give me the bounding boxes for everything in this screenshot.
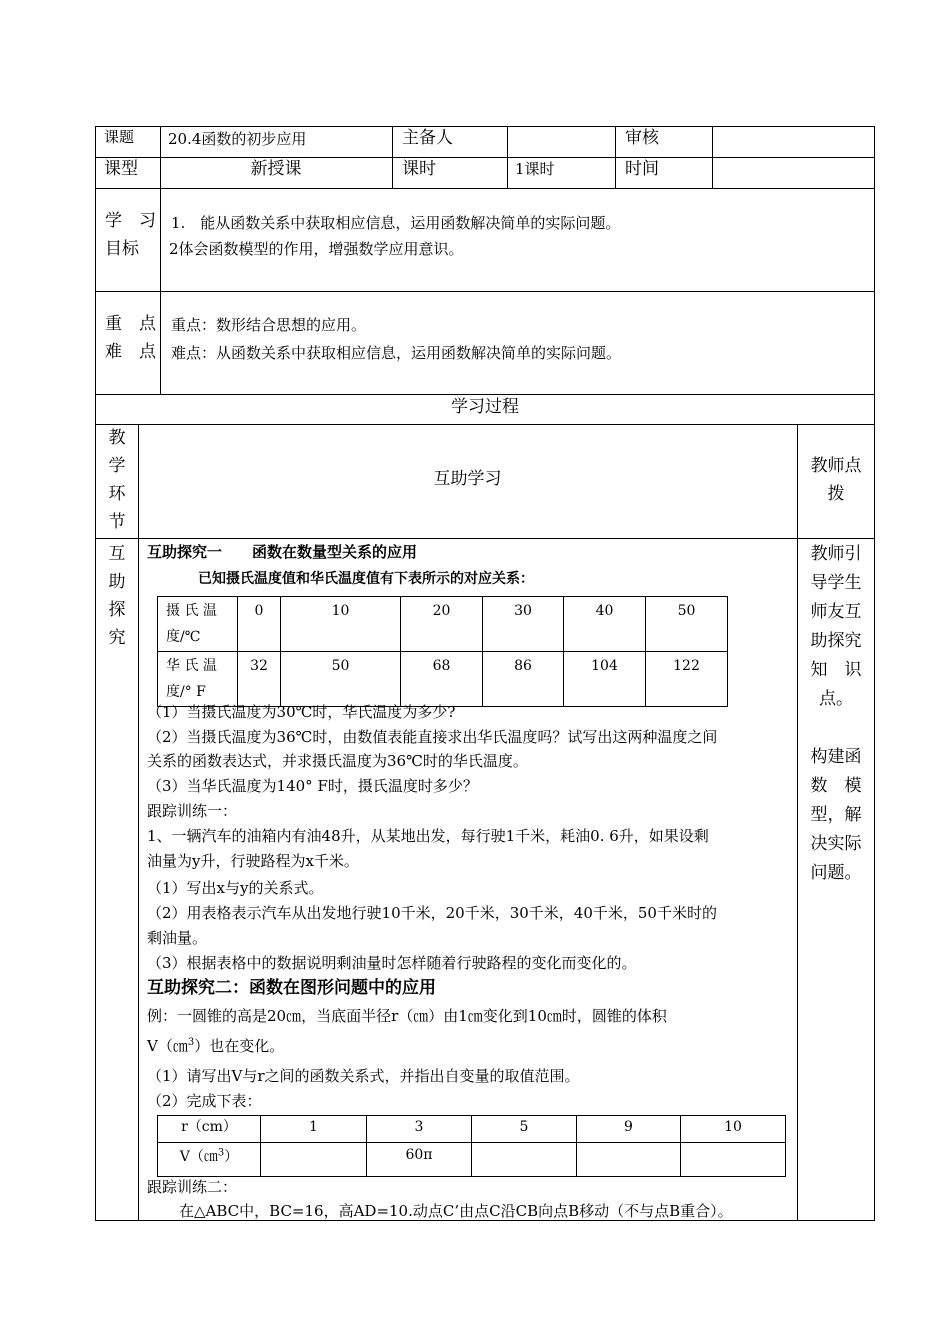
col-divider: [615, 126, 616, 188]
table-border-top: [95, 126, 875, 127]
stage-head-char: 学: [108, 456, 126, 476]
table-cell: 60π: [367, 1143, 472, 1177]
table-row: [158, 652, 728, 707]
row-divider: [95, 188, 875, 189]
celsius-label-line: 摄 氏 温: [166, 603, 217, 619]
col-divider: [507, 126, 508, 188]
table-border-right: [874, 126, 875, 1221]
section2-q1: （1）请写出V与r之间的函数关系式，并指出自变量的取值范围。: [147, 1067, 580, 1085]
text-fragment: V（㎝: [179, 1149, 218, 1165]
stage-head-char: 环: [108, 484, 126, 504]
process-title: 学习过程: [451, 397, 519, 417]
table-row: [158, 1143, 786, 1177]
text-fragment: ）: [224, 1149, 239, 1165]
period-label: 课时: [402, 159, 436, 179]
table-cell: 10: [681, 1116, 786, 1143]
difficult-point: 难点：从函数关系中获取相应信息，运用函数解决简单的实际问题。: [171, 344, 622, 362]
teacher-note-line: 数 模: [810, 776, 862, 796]
superscript: 3: [187, 1037, 195, 1048]
row-divider: [95, 424, 875, 425]
table-cell: 50: [281, 652, 401, 707]
practice1-q3: （3）根据表格中的数据说明剩油量时怎样随着行驶路程的变化而变化的。: [147, 954, 637, 972]
practice2-title: 跟踪训练二：: [147, 1178, 238, 1196]
radius-label: r（cm）: [158, 1116, 261, 1143]
keypoints-label-line1: 重 点: [105, 314, 156, 334]
table-cell: 50: [646, 597, 728, 652]
table-cell: 86: [483, 652, 564, 707]
section1-q3: （3）当华氏温度为140° F时，摄氏温度时多少？: [147, 777, 478, 795]
teacher-head-line: 拨: [827, 484, 845, 504]
section1-q1: （1）当摄氏温度为30℃时，华氏温度为多少?: [147, 703, 456, 721]
practice1-q1: （1）写出x与y的关系式。: [147, 879, 324, 897]
teacher-notes: [798, 540, 874, 888]
cone-volume-table: [157, 1115, 786, 1177]
celsius-label: [158, 597, 238, 652]
table-cell: 122: [646, 652, 728, 707]
text-fragment: V（㎝: [147, 1037, 188, 1055]
table-row: [158, 1116, 786, 1143]
practice2-line1: 在△ABC中，BC=16，高AD=10.动点C’由点C沿CB向点B移动（不与点B重合）。: [179, 1202, 733, 1220]
section2-title: 互助探究二：函数在图形问题中的应用: [147, 978, 436, 998]
row-divider: [95, 291, 875, 292]
teacher-note-line: 导学生: [810, 573, 862, 593]
section1-q2-line2: 关系的函数表达式，并求摄氏温度为36℃时的华氏温度。: [147, 752, 528, 770]
practice1-title: 跟踪训练一：: [147, 802, 238, 820]
table-cell: [577, 1143, 681, 1177]
table-cell: 5: [472, 1116, 577, 1143]
teacher-note-line: 点。: [819, 689, 853, 709]
practice1-line1: 1、一辆汽车的油箱内有油48升，从某地出发，每行驶1千米，耗油0. 6升，如果设剩: [147, 827, 709, 845]
teacher-note-line: 知 识: [810, 660, 862, 680]
table-cell: 9: [577, 1116, 681, 1143]
stage-column-head: [96, 424, 138, 536]
keypoints-label-line2: 难 点: [105, 342, 156, 362]
stage-label-char: 互: [108, 544, 126, 564]
table-cell: 104: [564, 652, 646, 707]
table-border-left: [95, 126, 96, 1221]
table-cell: 3: [367, 1116, 472, 1143]
practice1-q2-line2: 剩油量。: [147, 929, 208, 947]
review-label: 审核: [625, 128, 659, 148]
celsius-label-line: 度/℃: [166, 629, 201, 645]
table-cell: [472, 1143, 577, 1177]
goal-item-2: 2体会函数模型的作用，增强数学应用意识。: [169, 240, 464, 258]
section1-q2-line1: （2）当摄氏温度为36℃时，由数值表能直接求出华氏温度吗？试写出这两种温度之间: [147, 728, 718, 746]
table-cell: 10: [281, 597, 401, 652]
type-label: 课型: [104, 159, 138, 179]
teacher-note-line: 决实际: [810, 834, 862, 854]
stage-label: [96, 540, 138, 652]
stage-head-char: 节: [108, 512, 126, 532]
table-cell: [681, 1143, 786, 1177]
col-divider: [712, 126, 713, 188]
preparer-label: 主备人: [402, 128, 453, 148]
fahrenheit-label-line: 华 氏 温: [166, 658, 217, 674]
practice1-line2: 油量为y升，行驶路程为x千米。: [147, 852, 359, 870]
teacher-note-line: 师友互: [810, 602, 862, 622]
teacher-note-spacer: [798, 714, 874, 743]
table-cell: [261, 1143, 367, 1177]
teacher-note-line: 助探究: [810, 631, 862, 651]
key-point: 重点：数形结合思想的应用。: [171, 316, 367, 334]
stage-label-char: 究: [108, 628, 126, 648]
stage-head-char: 教: [108, 428, 126, 448]
section2-example-line1: 例：一圆锥的高是20㎝，当底面半径r（㎝）由1㎝变化到10㎝时，圆锥的体积: [147, 1007, 667, 1025]
volume-label: [158, 1143, 261, 1177]
table-cell: 1: [261, 1116, 367, 1143]
type-value: 新授课: [250, 159, 302, 179]
row-divider: [95, 394, 875, 395]
section2-example-line2: [147, 1034, 284, 1058]
table-row: [158, 597, 728, 652]
time-label: 时间: [625, 159, 659, 179]
goals-label-line1: 学 习: [105, 211, 156, 231]
teacher-note-line: 教师引: [810, 544, 862, 564]
teacher-head-line: 教师点: [810, 456, 862, 476]
practice1-q2-line1: （2）用表格表示汽车从出发地行驶10千米，20千米，30千米，40千米，50千米时的: [147, 904, 717, 922]
row-divider: [95, 538, 875, 539]
teacher-column-head: [798, 452, 874, 508]
teacher-note-line: 构建函: [810, 747, 862, 767]
goals-label-line2: 目标: [105, 239, 139, 259]
main-column-head: 互助学习: [433, 469, 502, 489]
temperature-table: [157, 596, 728, 707]
stage-label-char: 探: [108, 600, 126, 620]
col-divider: [138, 424, 139, 1221]
section1-title: 互助探究一 函数在数量型关系的应用: [147, 543, 418, 561]
topic-label: 课题: [104, 128, 135, 146]
table-cell: 20: [401, 597, 483, 652]
period-value: 1课时: [515, 160, 555, 178]
fahrenheit-label: [158, 652, 238, 707]
teacher-note-line: 型，解: [810, 805, 862, 825]
stage-label-char: 助: [108, 572, 126, 592]
section1-intro: 已知摄氏温度值和华氏温度值有下表所示的对应关系：: [198, 571, 534, 587]
section2-q2: （2）完成下表：: [147, 1092, 262, 1110]
table-cell: 40: [564, 597, 646, 652]
table-cell: 0: [238, 597, 281, 652]
topic-value: 20.4函数的初步应用: [168, 130, 307, 148]
col-divider: [392, 126, 393, 188]
table-cell: 32: [238, 652, 281, 707]
text-fragment: ）也在变化。: [194, 1037, 285, 1055]
row-divider: [95, 157, 875, 158]
fahrenheit-label-line: 度/° F: [166, 684, 206, 700]
superscript: 3: [217, 1147, 225, 1159]
table-cell: 30: [483, 597, 564, 652]
table-cell: 68: [401, 652, 483, 707]
goal-item-1: 1. 能从函数关系中获取相应信息，运用函数解决简单的实际问题。: [171, 214, 621, 232]
teacher-note-line: 问题。: [810, 863, 862, 883]
